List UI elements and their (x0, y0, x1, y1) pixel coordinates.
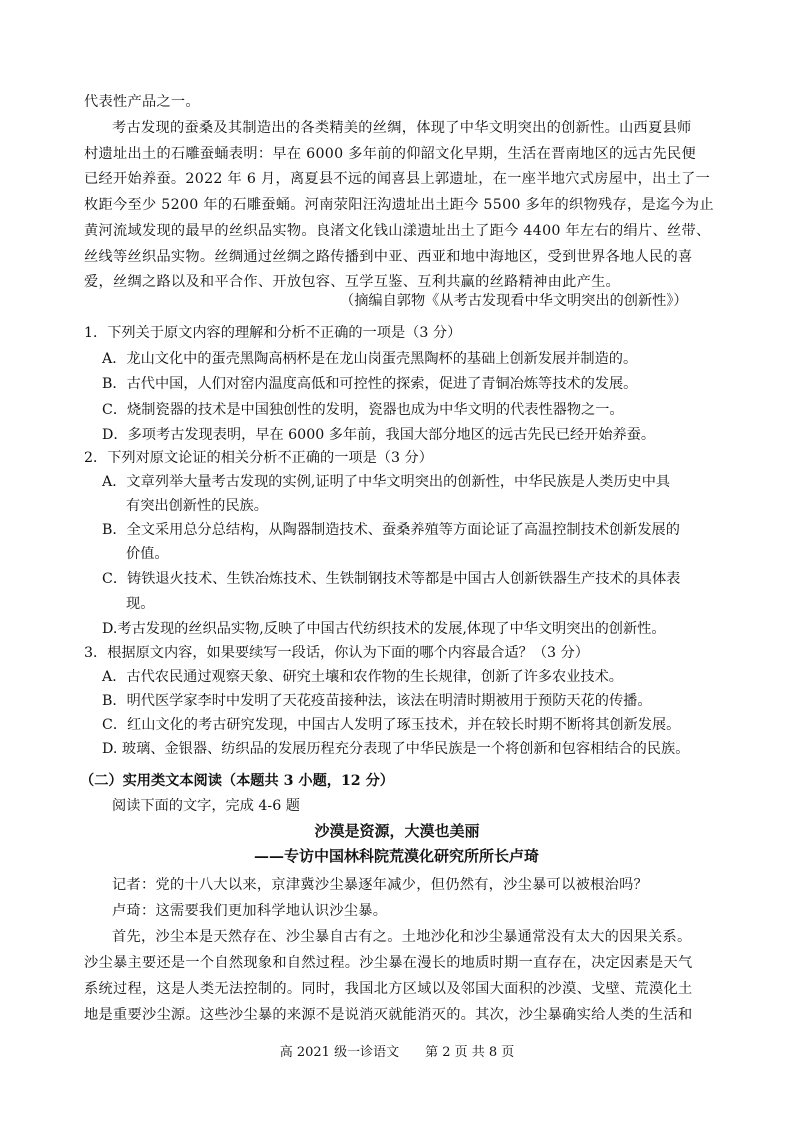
section-instruction: 阅读下面的文字，完成 4-6 题 (112, 798, 300, 814)
question-stem: 1．下列关于原文内容的理解和分析不正确的一项是（3 分） (84, 325, 462, 341)
question-option: B．全文采用总分总结构，从陶器制造技术、蚕桑养殖等方面论证了高温控制技术创新发展的 (102, 522, 680, 538)
interview-line: 地是重要沙尘源。这些沙尘暴的来源不是说消灭就能消灭的。其次，沙尘暴确实给人类的生活和 (84, 1007, 693, 1023)
passage-line: 村遗址出土的石雕蚕蛹表明：早在 6000 多年前的仰韶文化早期，生活在晋南地区的远古先民便 (84, 146, 696, 162)
passage-line: 代表性产品之一。 (84, 94, 200, 110)
question-option-continued: 价值。 (126, 546, 169, 562)
question-option-continued: 现。 (126, 596, 155, 612)
interview-line: 系统过程，这是人类无法控制的。同时，我国北方区域以及邻国大面积的沙漠、戈壁、荒漠化土 (84, 981, 693, 997)
interview-line: 沙尘暴主要还是一个自然现象和自然过程。沙尘暴在漫长的地质时期一直存在，决定因素是天气 (84, 955, 693, 971)
question-option: C．烧制瓷器的技术是中国独创性的发明，瓷器也成为中华文明的代表性器物之一。 (102, 402, 624, 418)
passage-line: 枚距今至少 5200 年的石雕蚕蛹。河南荥阳汪沟遗址出土距今 5500 多年的织物残存，是迄今为止 (84, 197, 714, 213)
passage-line: 已经开始养蚕。2022 年 6 月，离夏县不远的闻喜县上郭遗址，在一座半地穴式房屋中，出土了一 (84, 171, 711, 187)
question-option: B．明代医学家李时中发明了天花疫苗接种法，该法在明清时期被用于预防天花的传播。 (102, 693, 652, 709)
question-option: C．红山文化的考古研究发现，中国古人发明了琢玉技术，并在较长时期不断将其创新发展。 (102, 717, 681, 733)
question-option: D．多项考古发现表明，早在 6000 多年前，我国大部分地区的远古先民已经开始养蚕。 (102, 427, 656, 443)
article-subtitle: ——专访中国林科院荒漠化研究所所长卢琦 (254, 847, 540, 865)
article-title: 沙漠是资源，大漠也美丽 (314, 822, 480, 840)
passage-line: 爱，丝绸之路以及和平合作、开放包容、互学互鉴、互利共赢的丝路精神由此产生。 (84, 274, 621, 290)
page-footer: 高 2021 级一诊语文 第 2 页 共 8 页 (279, 1045, 515, 1060)
question-option: D.考古发现的丝织品实物,反映了中国古代纺织技术的发展,体现了中华文明突出的创新性。 (102, 621, 666, 637)
interview-line: 首先，沙尘本是天然存在、沙尘暴自古有之。土地沙化和沙尘暴通常没有太大的因果关系。 (112, 929, 692, 945)
section-heading: （二）实用类文本阅读（本题共 3 小题，12 分） (80, 773, 394, 789)
passage-line: 黄河流域发现的最早的丝织品实物。良渚文化钱山漾遗址出土了距今 4400 年左右的绢片、丝带、 (84, 223, 711, 239)
question-option: B．古代中国，人们对窑内温度高低和可控性的探索，促进了青铜冶炼等技术的发展。 (102, 376, 638, 392)
question-stem: 3．根据原文内容，如果要续写一段话，你认为下面的哪个内容最合适？（3 分） (84, 645, 589, 661)
interview-line: 记者：党的十八大以来，京津冀沙尘暴逐年减少，但仍然有，沙尘暴可以被根治吗？ (112, 877, 649, 893)
question-option: A．龙山文化中的蛋壳黑陶高柄杯是在龙山岗蛋壳黑陶杯的基础上创新发展并制造的。 (102, 351, 638, 367)
passage-line: 丝线等丝织品实物。丝绸通过丝绸之路传播到中亚、西亚和地中海地区，受到世界各地人民的喜 (84, 249, 693, 265)
question-option: A．古代农民通过观察天象、研究土壤和农作物的生长规律，创新了许多农业技术。 (102, 669, 623, 685)
question-option-continued: 有突出创新性的民族。 (126, 498, 268, 514)
question-option: D. 玻璃、金银器、纺织品的发展历程充分表现了中华民族是一个将创新和包容相结合的民族。 (102, 741, 690, 757)
question-stem: 2．下列对原文论证的相关分析不正确的一项是（3 分） (84, 450, 433, 466)
interview-line: 卢琦：这需要我们更加科学地认识沙尘暴。 (112, 903, 388, 919)
passage-line: 考古发现的蚕桑及其制造出的各类精美的丝绸，体现了中华文明突出的创新性。山西夏县师 (112, 120, 692, 136)
question-option: C．铸铁退火技术、生铁冶炼技术、生铁制钢技术等都是中国古人创新铁器生产技术的具体表 (102, 571, 681, 587)
passage-source: （摘编自郭物《从考古发现看中华文明突出的创新性》） (340, 293, 688, 309)
question-option: A．文章列举大量考古发现的实例,证明了中华文明突出的创新性，中华民族是人类历史中具 (102, 474, 671, 490)
